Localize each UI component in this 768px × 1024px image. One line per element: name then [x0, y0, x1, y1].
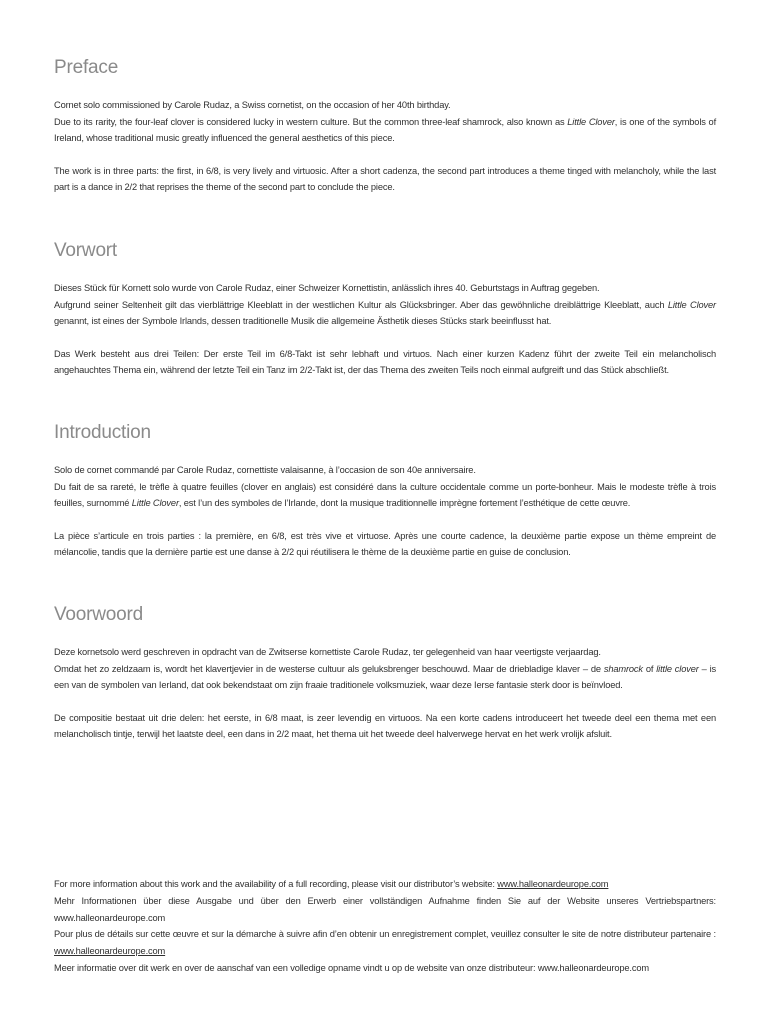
italic-term: shamrock: [603, 663, 643, 674]
text-line: Deze kornetsolo werd geschreven in opdracht van de Zwitserse kornettiste Carole Rudaz, ter gelegenheid van haar veertigste verjaardag.: [54, 647, 601, 657]
text-line: Dieses Stück für Kornett solo wurde von Carole Rudaz, einer Schweizer Kornettistin, anlässlich ihres 40. Geburtstags in Auftrag gegeben.: [54, 283, 600, 293]
section-paragraph: [54, 280, 716, 330]
section-title-voorwoord: Voorwoord: [54, 604, 144, 625]
footer-text: Mehr Informationen über diese Ausgabe und über den Erwerb einer vollständigen Aufnahme finden Sie auf der Website unseres Vertriebspartners:: [54, 895, 716, 906]
section-paragraph: [54, 97, 716, 147]
distributor-link[interactable]: www.halleonardeurope.com: [54, 912, 166, 923]
page: [54, 0, 716, 1024]
text-line: of: [642, 663, 657, 674]
text-line: Du fait de sa rareté, le trèfle à quatre feuilles (clover en anglais) est considéré dans la culture occidentale comme un porte-bonheur. Mais le modeste trèfle à trois feuilles, surnommé: [54, 481, 716, 508]
section-paragraph: The work is in three parts: the first, in 6/8, is very lively and virtuosic. After a short cadenza, the second part introduces a theme tinged with melancholy, while the last part is a dance in 2/2 that reprises the theme of the second part to conclude the piece.: [54, 165, 716, 192]
section-paragraph: De compositie bestaat uit drie delen: het eerste, in 6/8 maat, is zeer levendig en virtuoos. Na een korte cadens introduceert het tweede deel een thema met een melancholisch tintje, terwijl het laatste deel, een dans in 2/2 maat, het thema uit het tweede deel halverwege hervat en het werk vrolijk afsluit.: [54, 712, 716, 739]
italic-term: Little Clover: [667, 299, 716, 310]
distributor-link[interactable]: www.halleonardeurope.com: [537, 962, 649, 973]
section-voorwoord: [54, 604, 716, 743]
footer-line-en: [54, 876, 716, 893]
text-line: Aufgrund seiner Seltenheit gilt das vierblättrige Kleeblatt in der westlichen Kultur als Glücksbringer. Aber das gewöhnliche dreiblättrige Kleeblatt, auch: [54, 299, 668, 310]
distributor-link[interactable]: www.halleonardeurope.com: [54, 946, 166, 957]
distributor-footer: [54, 876, 716, 977]
text-line: Due to its rarity, the four-leaf clover is considered lucky in western culture. But the common three-leaf shamrock, also known as: [54, 116, 568, 127]
italic-term: Little Clover: [131, 498, 179, 508]
section-title-vorwort: Vorwort: [54, 240, 118, 261]
section-vorwort: [54, 240, 716, 379]
section-paragraph: [54, 644, 716, 694]
text-line: – is een van de symbolen van Ierland, dat ook bekendstaat om zijn fraaie traditionele volksmuziek, waar deze Ierse fantasie sterk door is beïnvloed.: [54, 663, 716, 690]
footer-line-fr: [54, 926, 716, 960]
section-introduction: [54, 422, 716, 561]
section-preface: [54, 57, 716, 196]
distributor-link[interactable]: www.halleonardeurope.com: [497, 879, 609, 889]
text-line: , is one of the symbols of Ireland, whose traditional music greatly influenced the general aesthetics of this piece.: [54, 116, 717, 143]
section-title-preface: Preface: [54, 57, 119, 78]
text-line: genannt, ist eines der Symbole Irlands, dessen traditionelle Musik die allgemeine Ästhetik dieses Stücks stark beeinflusst hat.: [54, 316, 552, 326]
text-line: Cornet solo commissioned by Carole Rudaz, a Swiss cornetist, on the occasion of her 40th birthday.: [54, 100, 451, 110]
text-line: Solo de cornet commandé par Carole Rudaz, cornettiste valaisanne, à l’occasion de son 40e anniversaire.: [54, 465, 476, 475]
footer-text: Pour plus de détails sur cette œuvre et sur la démarche à suivre afin d’en obtenir un enregistrement complet, veuillez consulter le site de notre distributeur partenaire :: [54, 929, 716, 940]
footer-text: For more information about this work and the availability of a full recording, please visit our distributor’s website:: [54, 879, 498, 889]
section-title-introduction: Introduction: [54, 422, 151, 443]
footer-text: Meer informatie over dit werk en over de aanschaf van een volledige opname vindt u op de website van onze distributeur:: [54, 962, 538, 973]
footer-line-de: [54, 893, 716, 927]
text-line: Omdat het zo zeldzaam is, wordt het klavertjevier in de westerse cultuur als geluksbrenger beschouwd. Maar de driebladige klaver – de: [54, 663, 604, 674]
section-paragraph: [54, 462, 716, 512]
text-line: , est l’un des symboles de l’Irlande, dont la musique traditionnelle imprègne fortement l’esthétique de cette œuvre.: [178, 498, 631, 508]
section-paragraph: Das Werk besteht aus drei Teilen: Der erste Teil im 6/8-Takt ist sehr lebhaft und virtuos. Nach einer kurzen Kadenz führt der zweite Teil ein melancholisch angehauchtes Thema ein, während der letzte Teil ein Tanz im 2/2-Takt ist, der das Thema des zweiten Teils noch einmal aufgreift und das Stück abschließt.: [54, 348, 716, 375]
italic-term: little clover: [656, 663, 699, 674]
section-paragraph: La pièce s’articule en trois parties : la première, en 6/8, est très vive et virtuose. Après une courte cadence, la deuxième partie expose un thème empreint de mélancolie, tandis que la dernière partie est une danse à 2/2 qui réutilisera le thème de la deuxième partie en guise de conclusion.: [54, 530, 716, 557]
italic-term: Little Clover: [567, 116, 615, 127]
footer-line-nl: [54, 960, 716, 977]
